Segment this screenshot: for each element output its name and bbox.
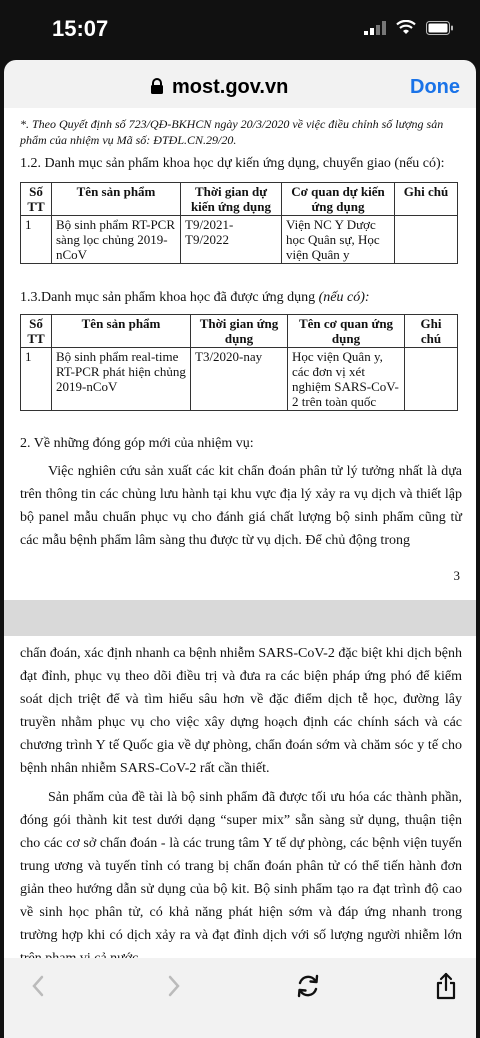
document-page-3 (4, 108, 476, 600)
table-cell: Bộ sinh phẩm real-time RT-PCR phát hiện chủng 2019-nCoV (52, 348, 191, 411)
table-header-row (21, 183, 458, 216)
signal-icon (364, 21, 386, 35)
table-cell (405, 348, 458, 411)
header-cell: Tên sản phẩm (52, 183, 181, 216)
status-icons (364, 20, 454, 35)
header-cell: Tên cơ quan ứng dụng (288, 315, 405, 348)
table-cell: Học viện Quân y, các đơn vị xét nghiệm SARS-CoV-2 trên toàn quốc (288, 348, 405, 411)
section-1-2-title: 1.2. Danh mục sản phẩm khoa học dự kiến ứng dụng, chuyển giao (nếu có): (20, 156, 445, 171)
table-cell: T3/2020-nay (191, 348, 288, 411)
reload-button[interactable] (294, 972, 322, 1000)
table-cell: 1 (21, 216, 52, 264)
table-cell: Bộ sinh phẩm RT-PCR sàng lọc chủng 2019-nCoV (52, 216, 181, 264)
section-2-title: 2. Về những đóng góp mới của nhiệm vụ: (20, 436, 254, 451)
forward-button[interactable] (160, 972, 188, 1000)
wifi-icon (396, 20, 416, 35)
share-icon (435, 972, 457, 1000)
footnote: *. Theo Quyết định số 723/QĐ-BKHCN ngày 20/3/2020 về việc điều chỉnh số lượng sản phẩm của nhiệm vụ Mã số: ĐTĐL.CN.29/20. (20, 117, 444, 147)
section-1-3-title (20, 290, 370, 306)
document-page-4 (4, 636, 476, 960)
table-row (21, 216, 458, 264)
table-header-row (21, 315, 458, 348)
header-cell: Thời gian ứng dụng (191, 315, 288, 348)
table-planned-applications (20, 182, 458, 264)
header-cell: Thời gian dự kiến ứng dụng (181, 183, 282, 216)
address-bar[interactable] (4, 60, 476, 112)
table-row (21, 348, 458, 411)
status-bar (0, 0, 480, 60)
share-button[interactable] (432, 972, 460, 1000)
address-domain: most.gov.vn (172, 76, 289, 98)
table-applied-products (20, 314, 458, 411)
page-number: 3 (453, 568, 460, 583)
chevron-left-icon (31, 975, 45, 997)
table-cell: T9/2021-T9/2022 (181, 216, 282, 264)
paragraph: chẩn đoán, xác định nhanh ca bệnh nhiễm SARS-CoV-2 đặc biệt khi dịch bệnh đạt đỉnh, phục vụ theo dõi điều trị và đưa ra các biện pháp ứng phó để kiểm soát dịch triệt để và tìm hiểu sâu hơn về đặc điểm dịch tễ học, đường lây truyền nhằm phục vụ cho việc xây dựng hoạch định các chính sách và các chương trình Y tế Quốc gia về dự phòng, chẩn đoán sớm và chăm sóc y tế cho bệnh nhân nhiễm SARS-CoV-2 rất cần thiết. (20, 646, 462, 776)
header-cell: Số TT (21, 315, 52, 348)
browser-sheet (4, 60, 476, 1038)
header-cell: Ghi chú (395, 183, 458, 216)
battery-icon (426, 21, 454, 35)
section-1-3-text: 1.3.Danh mục sản phẩm khoa học đã được ứng dụng (20, 290, 316, 305)
header-cell: Ghi chú (405, 315, 458, 348)
table-cell: 1 (21, 348, 52, 411)
chevron-right-icon (167, 975, 181, 997)
section-1-3-suffix: (nếu có): (318, 290, 370, 305)
header-cell: Số TT (21, 183, 52, 216)
table-cell: Viện NC Y Dược học Quân sự, Học viện Quân y (282, 216, 395, 264)
paragraph: Sản phẩm của đề tài là bộ sinh phẩm đã được tối ưu hóa các thành phần, đóng gói thành kit test dưới dạng “super mix” sẵn sàng sử dụng, thuận tiện cho các cơ sở chẩn đoán - là các trung tâm Y tế dự phòng, các bệnh viện tuyến trung ương và tuyến tỉnh có trang bị chẩn đoán phân tử có thể tiến hành đơn giản theo hướng dẫn sử dụng của bộ kit. Bộ sinh phẩm tạo ra đạt trình độ cao về sinh học phân tử, có khả năng phát hiện sớm và đáp ứng nhanh trong trường hợp khi có dịch xảy ra và đạt đỉnh dịch với số lượng người nhiễm lớn (20, 790, 462, 943)
lock-icon (150, 78, 164, 95)
status-time: 15:07 (52, 16, 109, 41)
reload-icon (295, 973, 321, 999)
done-button[interactable]: Done (410, 76, 460, 98)
table-cell (395, 216, 458, 264)
page-separator (4, 600, 476, 636)
paragraph: Việc nghiên cứu sản xuất các kit chẩn đoán phân tử lý tưởng nhất là dựa trên thông tin các chủng lưu hành tại khu vực địa lý xảy ra vụ dịch và thiết lập bộ panel mẫu chuẩn phục vụ cho đánh giá chất lượng bộ sinh phẩm cũng từ các mẫu bệnh phẩm lâm sàng thu được từ vụ dịch. Để chủ động trong (20, 464, 462, 548)
header-cell: Tên sản phẩm (52, 315, 191, 348)
bottom-toolbar (4, 958, 476, 1038)
back-button[interactable] (24, 972, 52, 1000)
header-cell: Cơ quan dự kiến ứng dụng (282, 183, 395, 216)
